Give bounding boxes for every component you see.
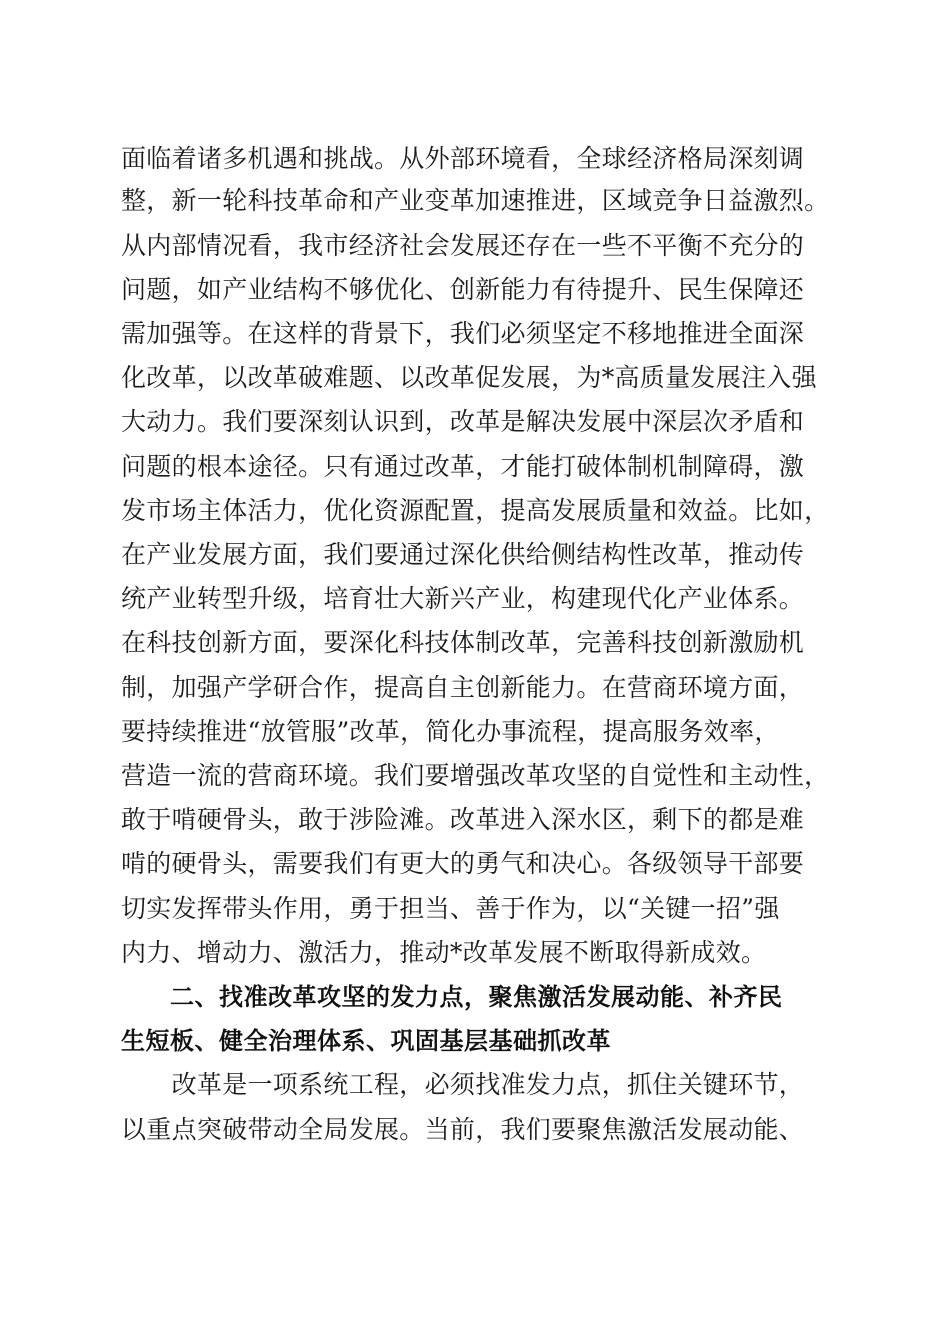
body-line: 需加强等。在这样的背景下，我们必须坚定不移地推进全面深	[121, 319, 805, 348]
body-line: 统产业转型升级，培育壮大新兴产业，构建现代化产业体系。	[121, 584, 805, 613]
body-line: 问题，如产业结构不够优化、创新能力有待提升、民生保障还	[121, 275, 805, 304]
body-line: 敢于啃硬骨头，敢于涉险滩。改革进入深水区，剩下的都是难	[121, 805, 805, 834]
body-line: 在科技创新方面，要深化科技体制改革，完善科技创新激励机	[121, 628, 805, 657]
body-line: 问题的根本途径。只有通过改革，才能打破体制机制障碍，激	[121, 452, 805, 481]
body-line: 以重点突破带动全局发展。当前，我们要聚焦激活发展动能、	[121, 1115, 805, 1144]
body-line: 制，加强产学研合作，提高自主创新能力。在营商环境方面，	[121, 673, 805, 702]
section-heading-line: 生短板、健全治理体系、巩固基层基础抓改革	[121, 1027, 611, 1055]
body-line: 从内部情况看，我市经济社会发展还存在一些不平衡不充分的	[121, 231, 805, 260]
body-line: 整，新一轮科技革命和产业变革加速推进，区域竞争日益激烈。	[121, 186, 830, 215]
body-line: 在产业发展方面，我们要通过深化供给侧结构性改革，推动传	[121, 540, 805, 569]
section-heading-line: 二、找准改革攻坚的发力点，聚焦激活发展动能、补齐民	[121, 983, 783, 1011]
body-line: 要持续推进“放管服”改革，简化办事流程，提高服务效率，	[121, 717, 780, 746]
body-line: 发市场主体活力，优化资源配置，提高发展质量和效益。比如，	[121, 496, 830, 525]
body-line: 啃的硬骨头，需要我们有更大的勇气和决心。各级领导干部要	[121, 849, 805, 878]
body-line: 内力、增动力、激活力，推动*改革发展不断取得新成效。	[121, 938, 767, 967]
body-line: 大动力。我们要深刻认识到，改革是解决发展中深层次矛盾和	[121, 407, 805, 436]
body-line: 切实发挥带头作用，勇于担当、善于作为，以“关键一招”强	[121, 894, 780, 923]
body-line: 面临着诸多机遇和挑战。从外部环境看，全球经济格局深刻调	[121, 144, 805, 173]
body-line: 改革是一项系统工程，必须找准发力点，抓住关键环节，	[121, 1070, 805, 1099]
body-line: 化改革，以改革破难题、以改革促发展，为*高质量发展注入强	[121, 363, 817, 392]
body-line: 营造一流的营商环境。我们要增强改革攻坚的自觉性和主动性，	[121, 761, 830, 790]
